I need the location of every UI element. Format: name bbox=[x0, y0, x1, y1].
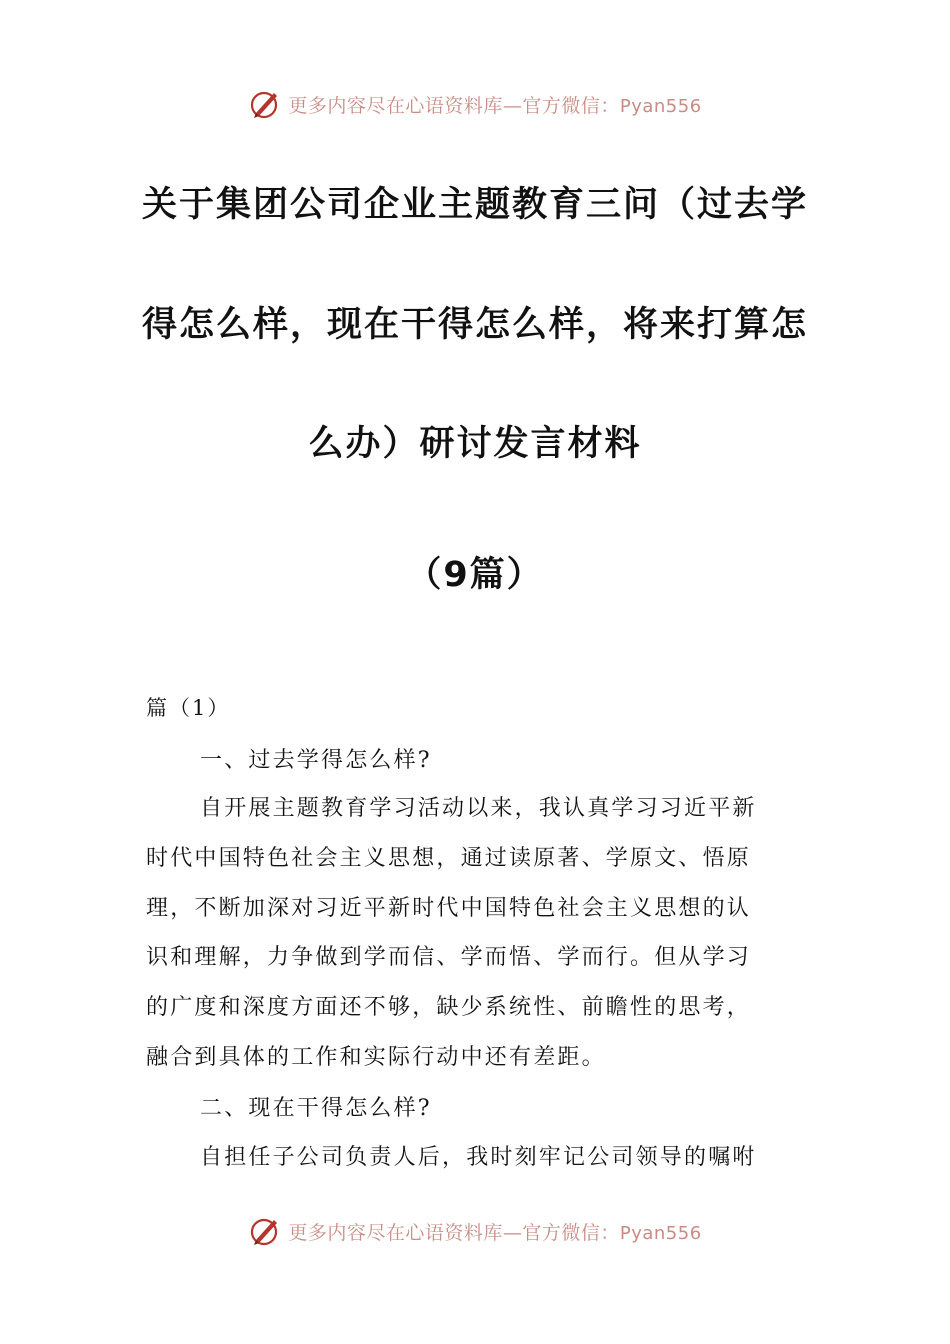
paragraph-1-line: 理，不断加深对习近平新时代中国特色社会主义思想的认 bbox=[146, 896, 752, 921]
paragraph-1-line: 识和理解，力争做到学而信、学而悟、学而行。但从学习 bbox=[146, 945, 752, 970]
watermark-wechat-id: Pyan556 bbox=[619, 95, 702, 117]
document-count: （9篇） bbox=[406, 555, 544, 595]
pen-logo-icon bbox=[248, 1214, 282, 1248]
document-title-line-2: 得怎么样，现在干得怎么样，将来打算怎 bbox=[141, 305, 808, 345]
watermark-text: 更多内容尽在心语资料库—官方微信：Pyan556 bbox=[288, 1221, 702, 1244]
header-watermark bbox=[0, 84, 950, 124]
section-heading-1: 一、过去学得怎么样? bbox=[200, 748, 432, 773]
paragraph-2-line: 自担任子公司负责人后，我时刻牢记公司领导的嘱咐 bbox=[200, 1145, 757, 1170]
paragraph-1-line: 的广度和深度方面还不够，缺少系统性、前瞻性的思考， bbox=[146, 995, 752, 1020]
paragraph-1-line: 融合到具体的工作和实际行动中还有差距。 bbox=[146, 1045, 606, 1070]
pen-logo-icon bbox=[248, 87, 282, 121]
section-label: 篇（1） bbox=[146, 696, 231, 720]
paragraph-1-line: 时代中国特色社会主义思想，通过读原著、学原文、悟原 bbox=[146, 846, 752, 871]
watermark-text: 更多内容尽在心语资料库—官方微信：Pyan556 bbox=[288, 94, 702, 117]
footer-watermark bbox=[0, 1211, 950, 1251]
section-heading-2: 二、现在干得怎么样? bbox=[200, 1096, 432, 1121]
watermark-wechat-id: Pyan556 bbox=[619, 1222, 702, 1244]
paragraph-1-line: 自开展主题教育学习活动以来，我认真学习习近平新 bbox=[200, 796, 757, 821]
document-title-line-1: 关于集团公司企业主题教育三问（过去学 bbox=[141, 185, 808, 225]
document-title-line-3: 么办）研讨发言材料 bbox=[308, 424, 642, 464]
